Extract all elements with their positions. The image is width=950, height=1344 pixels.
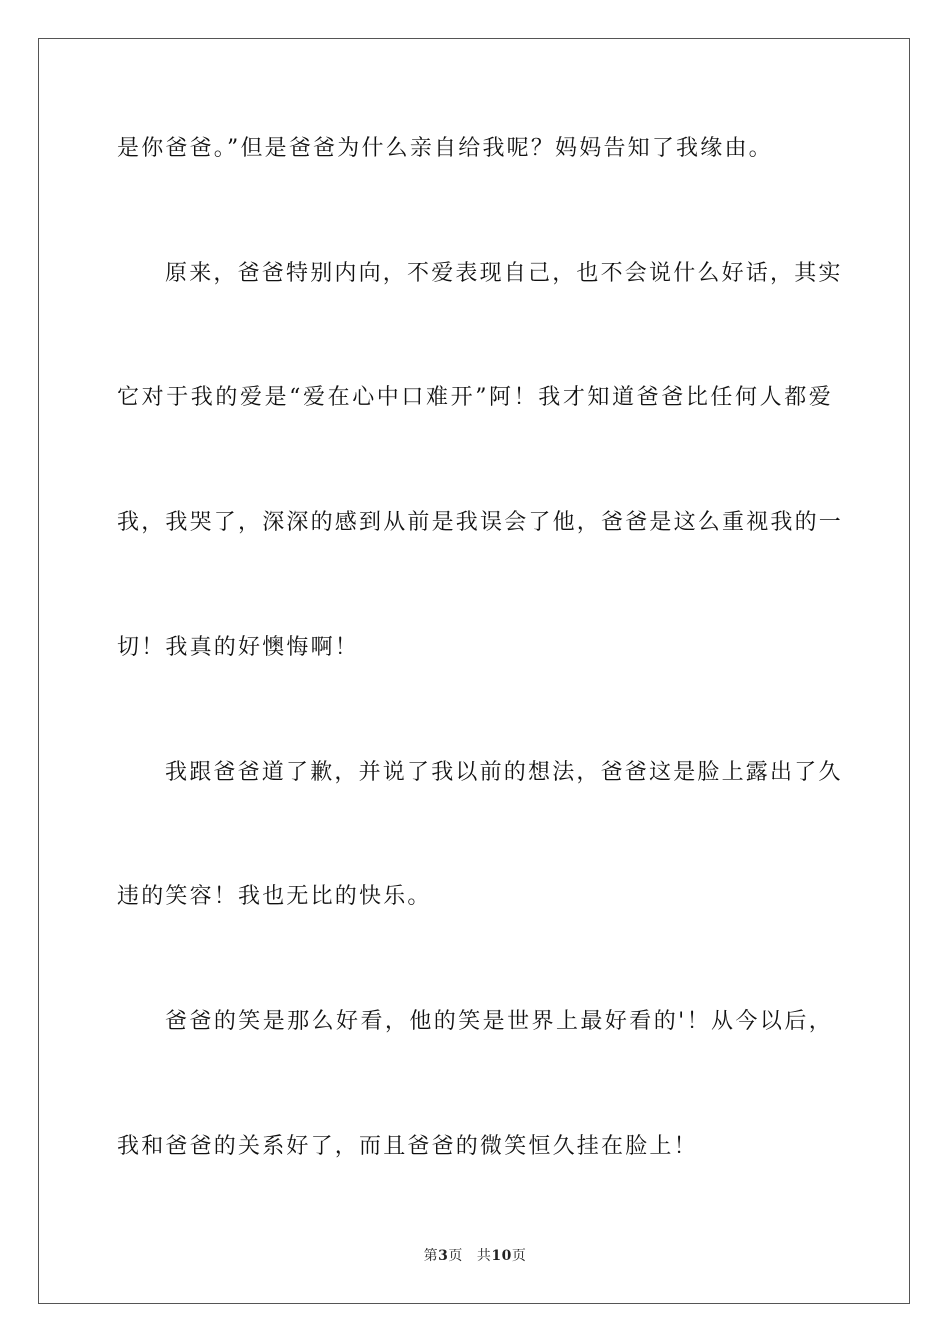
paragraph-1-line-1: 原来，爸爸特别内向，不爱表现自己，也不会说什么好话，其实 bbox=[165, 261, 843, 286]
text-line-1: 是你爸爸。”但是爸爸为什么亲自给我呢？妈妈告知了我缘由。 bbox=[117, 136, 773, 161]
paragraph-2-line-2: 违的笑容！我也无比的快乐。 bbox=[117, 884, 432, 909]
page-label-suffix: 页 bbox=[448, 1248, 463, 1264]
page-border bbox=[38, 38, 910, 1304]
total-label-prefix: 共 bbox=[476, 1248, 492, 1264]
current-page-number: 3 bbox=[438, 1248, 449, 1264]
paragraph-1-line-3: 我，我哭了，深深的感到从前是我误会了他，爸爸是这么重视我的一 bbox=[117, 510, 844, 535]
total-label-suffix: 页 bbox=[511, 1248, 527, 1264]
paragraph-1-line-4: 切！我真的好懊悔啊！ bbox=[117, 635, 360, 660]
paragraph-3-line-1: 爸爸的笑是那么好看，他的笑是世界上最好看的'！从今以后， bbox=[165, 1009, 833, 1034]
page-label-prefix: 第 bbox=[423, 1248, 439, 1264]
paragraph-1-line-2: 它对于我的爱是“爱在心中口难开”阿！我才知道爸爸比任何人都爱 bbox=[117, 385, 833, 410]
total-pages-number: 10 bbox=[491, 1248, 512, 1264]
paragraph-2-line-1: 我跟爸爸道了歉，并说了我以前的想法，爸爸这是脸上露出了久 bbox=[165, 760, 843, 785]
page-footer bbox=[0, 1246, 950, 1266]
paragraph-3-line-2: 我和爸爸的关系好了，而且爸爸的微笑恒久挂在脸上！ bbox=[117, 1134, 698, 1159]
